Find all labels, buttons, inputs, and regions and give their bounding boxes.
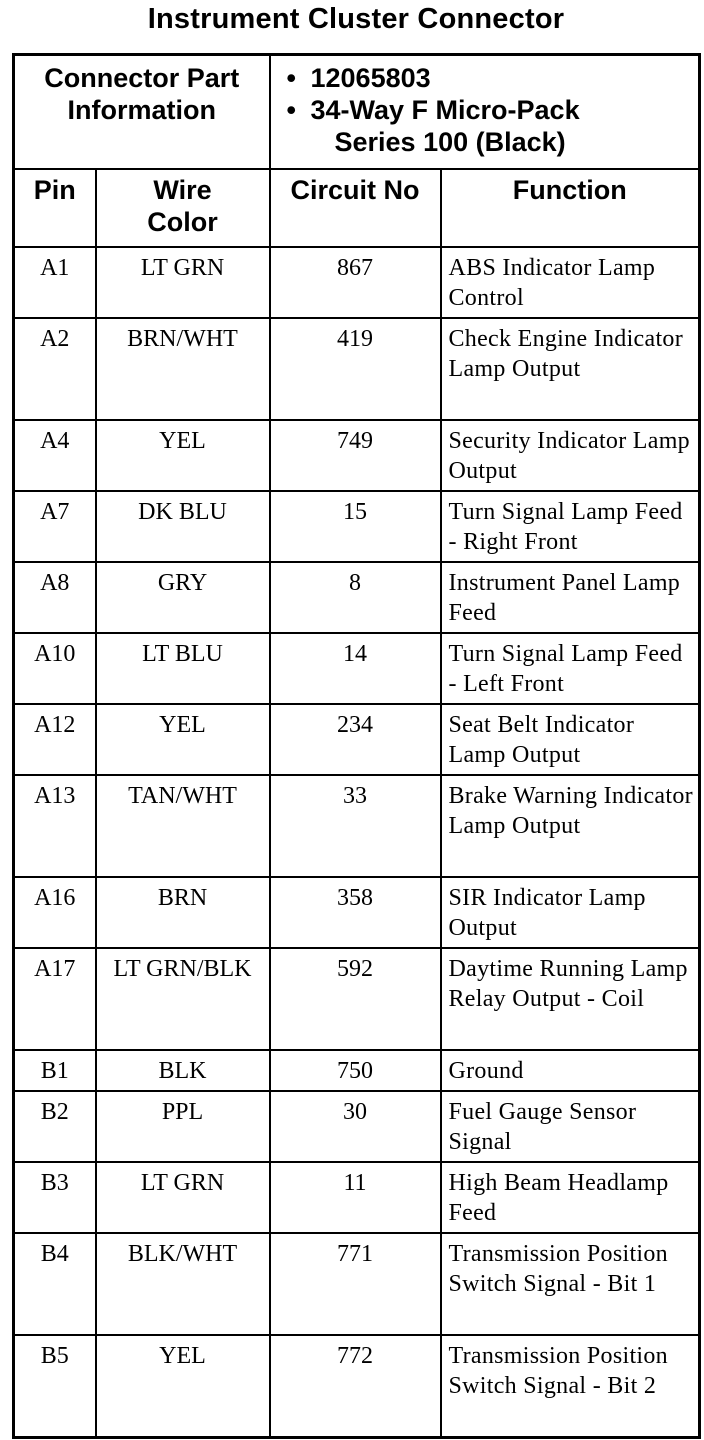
wire-color-cell: LT GRN [96, 1162, 270, 1233]
pin-cell: A10 [14, 633, 96, 704]
function-cell: Security Indicator Lamp Output [441, 420, 700, 491]
part-number-line [271, 62, 699, 94]
wire-color-cell: YEL [96, 420, 270, 491]
table-row [14, 420, 700, 491]
circuit-no-cell: 771 [270, 1233, 441, 1335]
wire-color-cell: LT GRN [96, 247, 270, 318]
function-cell: ABS Indicator Lamp Control [441, 247, 700, 318]
circuit-no-cell: 358 [270, 877, 441, 948]
pin-cell: A8 [14, 562, 96, 633]
pin-cell: B4 [14, 1233, 96, 1335]
function-cell: Transmission Position Switch Signal - Bit 2 [441, 1335, 700, 1437]
pin-cell: B5 [14, 1335, 96, 1437]
wire-color-cell: YEL [96, 1335, 270, 1437]
function-header: Function [441, 169, 700, 247]
circuit-no-cell: 30 [270, 1091, 441, 1162]
circuit-no-cell: 772 [270, 1335, 441, 1437]
column-header-row [14, 169, 700, 247]
function-cell: Turn Signal Lamp Feed - Right Front [441, 491, 700, 562]
pin-cell: B1 [14, 1050, 96, 1091]
wire-color-cell: TAN/WHT [96, 775, 270, 877]
circuit-no-cell: 750 [270, 1050, 441, 1091]
circuit-no-cell: 419 [270, 318, 441, 420]
function-cell: High Beam Headlamp Feed [441, 1162, 700, 1233]
connector-description-line2: Series 100 (Black) [334, 127, 566, 157]
pin-cell: A7 [14, 491, 96, 562]
table-row [14, 775, 700, 877]
page-title: Instrument Cluster Connector [147, 3, 565, 35]
table-row [14, 318, 700, 420]
function-cell: Seat Belt Indicator Lamp Output [441, 704, 700, 775]
table-row [14, 562, 700, 633]
circuit-no-header: Circuit No [270, 169, 441, 247]
function-cell: Fuel Gauge Sensor Signal [441, 1091, 700, 1162]
wire-color-cell: BLK [96, 1050, 270, 1091]
circuit-no-cell: 234 [270, 704, 441, 775]
function-cell: Check Engine Indicator Lamp Output [441, 318, 700, 420]
pin-cell: A12 [14, 704, 96, 775]
connector-part-info-label [14, 55, 270, 170]
pin-cell: B3 [14, 1162, 96, 1233]
bullet-icon: • [286, 63, 296, 93]
function-cell: Turn Signal Lamp Feed - Left Front [441, 633, 700, 704]
table-row [14, 1091, 700, 1162]
pin-cell: A1 [14, 247, 96, 318]
connector-description-line1 [271, 94, 699, 126]
pin-header: Pin [14, 169, 96, 247]
wire-color-header-line2: Color [147, 207, 218, 237]
pin-cell: A16 [14, 877, 96, 948]
wire-color-cell: LT BLU [96, 633, 270, 704]
circuit-no-cell: 11 [270, 1162, 441, 1233]
table-row [14, 247, 700, 318]
table-row [14, 633, 700, 704]
function-cell: SIR Indicator Lamp Output [441, 877, 700, 948]
pin-cell: B2 [14, 1091, 96, 1162]
wire-color-cell: GRY [96, 562, 270, 633]
connector-table [12, 53, 701, 1439]
connector-info-row [14, 55, 700, 170]
circuit-no-cell: 867 [270, 247, 441, 318]
table-row [14, 1233, 700, 1335]
pin-cell: A4 [14, 420, 96, 491]
table-row [14, 948, 700, 1050]
table-row [14, 1162, 700, 1233]
table-row [14, 1335, 700, 1437]
connector-description: 34-Way F Micro-Pack [310, 95, 580, 125]
wire-color-cell: YEL [96, 704, 270, 775]
function-cell: Brake Warning Indicator Lamp Output [441, 775, 700, 877]
circuit-no-cell: 749 [270, 420, 441, 491]
wire-color-cell: PPL [96, 1091, 270, 1162]
pin-cell: A13 [14, 775, 96, 877]
pin-cell: A17 [14, 948, 96, 1050]
circuit-no-cell: 33 [270, 775, 441, 877]
wire-color-header [96, 169, 270, 247]
wire-color-cell: BRN [96, 877, 270, 948]
function-cell: Daytime Running Lamp Relay Output - Coil [441, 948, 700, 1050]
function-cell: Instrument Panel Lamp Feed [441, 562, 700, 633]
wire-color-cell: LT GRN/BLK [96, 948, 270, 1050]
circuit-no-cell: 8 [270, 562, 441, 633]
table-row [14, 491, 700, 562]
wire-color-cell: BLK/WHT [96, 1233, 270, 1335]
circuit-no-cell: 15 [270, 491, 441, 562]
connector-label-line1: Connector Part [44, 63, 240, 93]
circuit-no-cell: 14 [270, 633, 441, 704]
connector-label-line2: Information [67, 95, 216, 125]
connector-part-info-value [270, 55, 700, 170]
pin-cell: A2 [14, 318, 96, 420]
function-cell: Ground [441, 1050, 700, 1091]
wire-color-cell: BRN/WHT [96, 318, 270, 420]
bullet-icon: • [286, 95, 296, 125]
wire-color-header-line1: Wire [153, 175, 212, 205]
table-row [14, 704, 700, 775]
circuit-no-cell: 592 [270, 948, 441, 1050]
table-row [14, 877, 700, 948]
function-cell: Transmission Position Switch Signal - Bit 1 [441, 1233, 700, 1335]
part-number: 12065803 [310, 63, 431, 93]
wire-color-cell: DK BLU [96, 491, 270, 562]
table-row [14, 1050, 700, 1091]
